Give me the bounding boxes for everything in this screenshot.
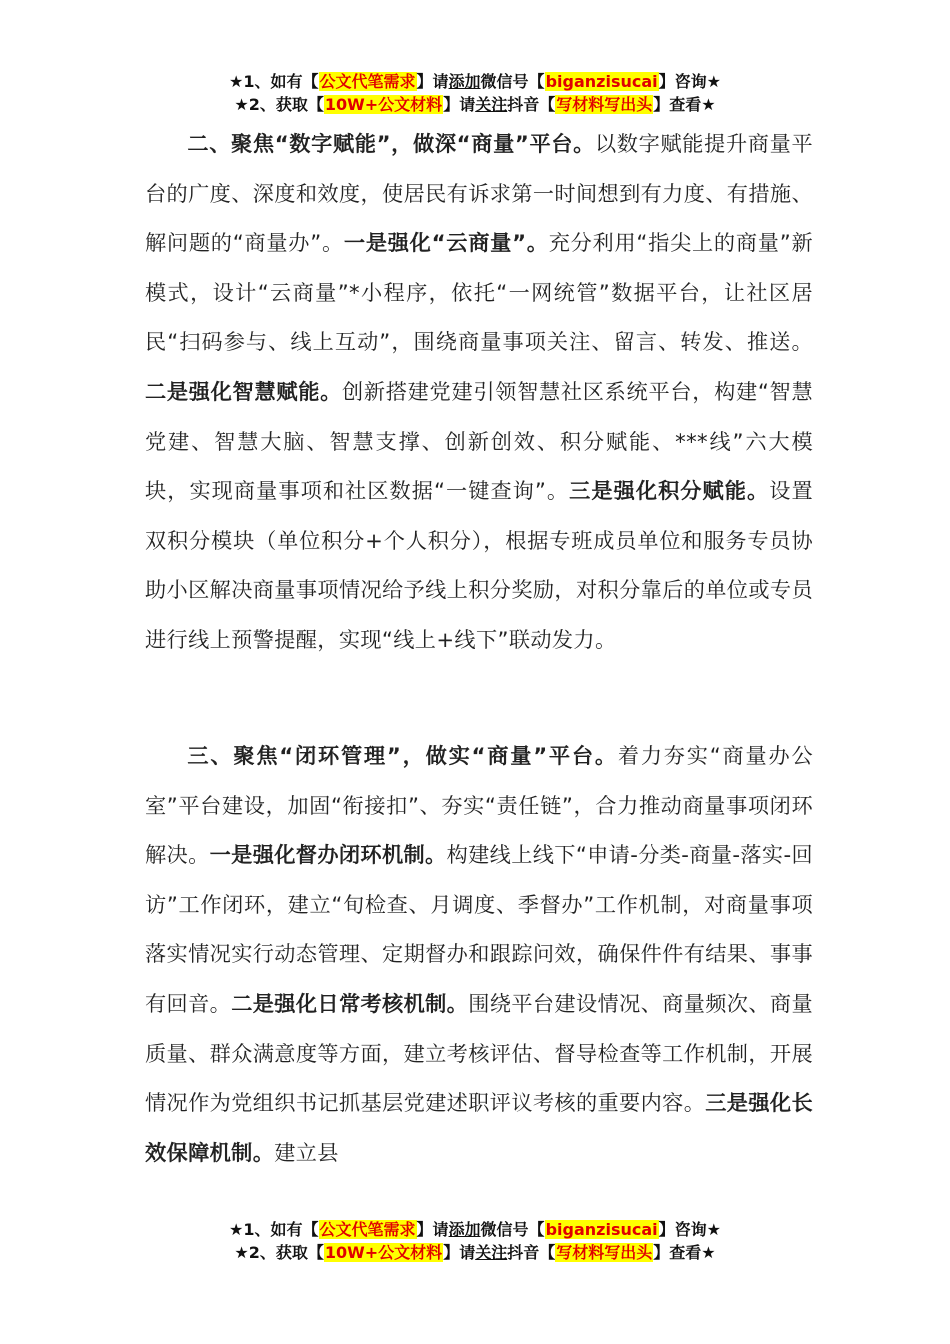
banner-line-1: [0, 1218, 950, 1241]
paragraph-closed-loop-management: [145, 731, 813, 1177]
banner-text: 抖音【: [507, 1243, 556, 1262]
point-heading: 三是强化积分赋能。: [569, 478, 770, 504]
banner-text: ★1、如有【: [229, 1220, 319, 1239]
highlight-materials: 10W+公文材料: [324, 1243, 443, 1262]
section-heading: 二、聚焦“数字赋能”，做深“商量”平台。: [187, 131, 595, 156]
body-text: 围绕平台建设情况、商量频次、商量质量、群众满意度等方面，建立考核评估、督导检查等工作机制，开展情况作为党组织书记抓基层党建述职评议考核的重要内容。: [145, 990, 813, 1116]
banner-text: 】请: [416, 72, 449, 91]
highlight-douyin-account: 写材料写出头: [556, 95, 653, 114]
highlight-materials: 10W+公文材料: [324, 95, 443, 114]
banner-text: 】咨询★: [658, 72, 721, 91]
body-text: 构建线上线下“申请-分类-商量-落实-回访”工作闭环，建立“旬检查、月调度、季督办”工作机制，对商量事项落实情况实行动态管理、定期督办和跟踪问效，确保件件有结果、事事有回音。: [145, 842, 813, 1016]
banner-text: 微信号【: [480, 1220, 545, 1239]
banner-text: ★1、如有【: [229, 72, 319, 91]
banner-text: 】请: [443, 1243, 476, 1262]
body-text: 建立县: [274, 1139, 339, 1165]
highlight-service: 公文代笔需求: [319, 72, 416, 91]
banner-underlined-text: 添加: [448, 72, 481, 91]
banner-text: 】咨询★: [658, 1220, 721, 1239]
banner-line-2: [0, 93, 950, 116]
body-text: 创新搭建党建引领智慧社区系统平台，构建“智慧党建、智慧大脑、智慧支撑、创新创效、积分赋能、***线”六大模块，实现商量事项和社区数据“一键查询”。: [145, 378, 813, 504]
banner-text: 】请: [443, 95, 476, 114]
banner-text: 微信号【: [480, 72, 545, 91]
highlight-wechat-id: biganzisucai: [545, 1220, 658, 1239]
highlight-service: 公文代笔需求: [319, 1220, 416, 1239]
point-heading: 一是强化督办闭环机制。: [209, 842, 447, 868]
footer-banner: [0, 1218, 950, 1264]
banner-text: 】请: [416, 1220, 449, 1239]
body-text: 以数字赋能提升商量平台的广度、深度和效度，使居民有诉求第一时间想到有力度、有措施、解问题的“商量办”。: [145, 131, 813, 256]
banner-text: 抖音【: [507, 95, 556, 114]
highlight-douyin-account: 写材料写出头: [556, 1243, 653, 1262]
body-text: 充分利用“指尖上的商量”新模式，设计“云商量”*小程序，依托“一网统管”数据平台，让社区居民“扫码参与、线上互动”，围绕商量事项关注、留言、转发、推送。: [145, 230, 813, 355]
banner-line-1: [0, 70, 950, 93]
paragraph-digital-empowerment: [145, 119, 813, 665]
body-text: 着力夯实“商量办公室”平台建设，加固“衔接扣”、夯实“责任链”，合力推动商量事项闭环解决。: [145, 743, 813, 868]
header-banner: [0, 70, 950, 116]
point-heading: 一是强化“云商量”。: [343, 230, 549, 256]
banner-underlined-text: 添加: [448, 1220, 481, 1239]
point-heading: 二是强化智慧赋能。: [145, 378, 342, 404]
banner-text: ★2、获取【: [234, 1243, 324, 1262]
banner-text: 】查看★: [653, 95, 716, 114]
point-heading: 二是强化日常考核机制。: [231, 990, 469, 1016]
banner-line-2: [0, 1241, 950, 1264]
point-heading: 三是强化长效保障机制。: [145, 1090, 813, 1165]
highlight-wechat-id: biganzisucai: [545, 72, 658, 91]
body-text: 设置双积分模块（单位积分+个人积分），根据专班成员单位和服务专员协助小区解决商量事项情况给予线上积分奖励，对积分靠后的单位或专员进行线上预警提醒，实现“线上+线下”联动发力。: [145, 478, 813, 652]
section-heading: 三、聚焦“闭环管理”，做实“商量”平台。: [187, 743, 618, 768]
banner-text: 】查看★: [653, 1243, 716, 1262]
banner-underlined-text: 关注: [475, 95, 508, 114]
banner-underlined-text: 关注: [475, 1243, 508, 1262]
banner-text: ★2、获取【: [234, 95, 324, 114]
